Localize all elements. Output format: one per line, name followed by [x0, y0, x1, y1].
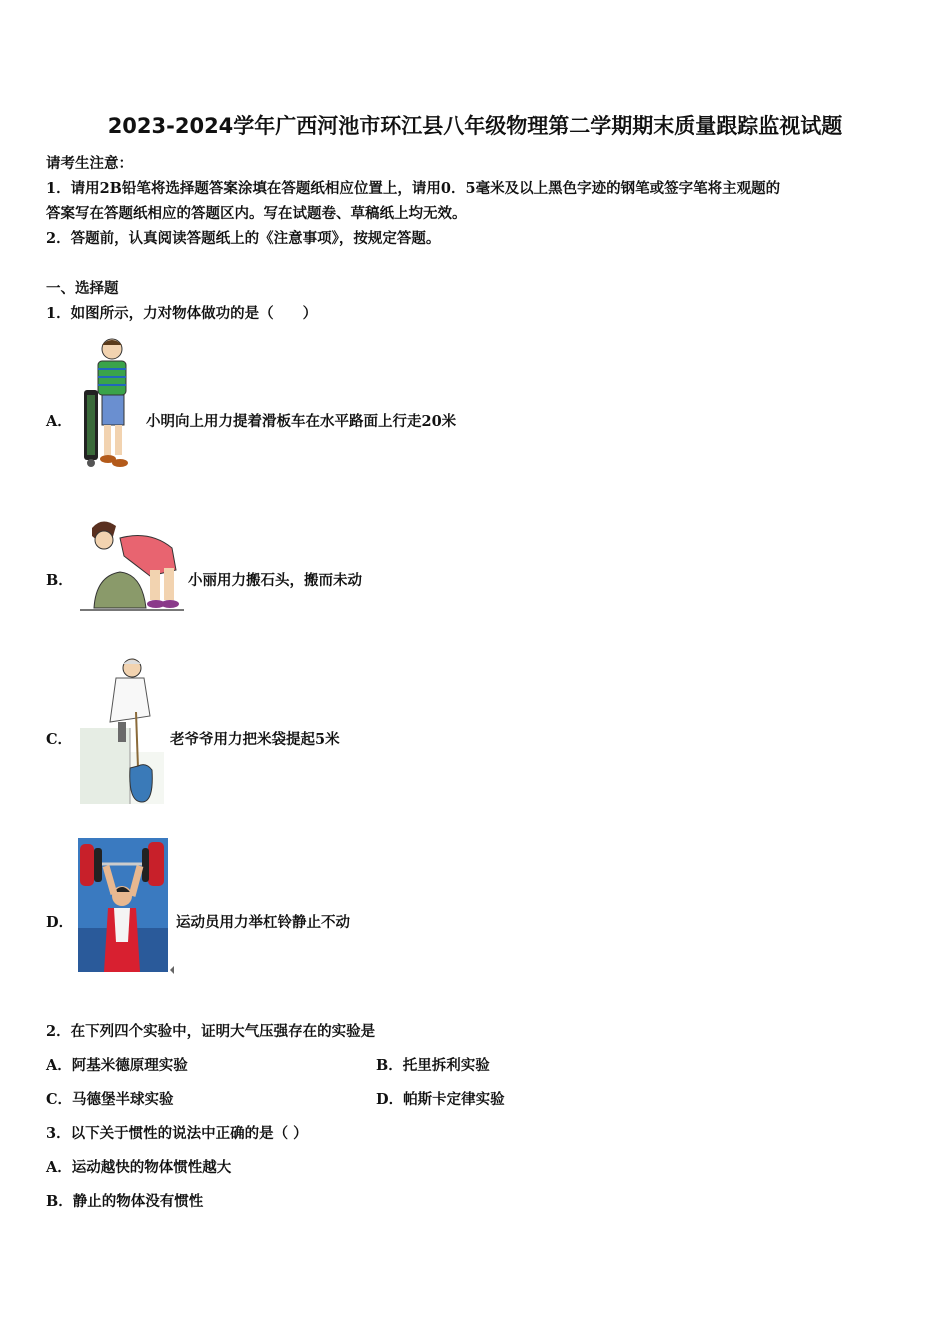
- page-title: 2023-2024学年广西河池市环江县八年级物理第二学期期末质量跟踪监视试题: [107, 114, 843, 138]
- q3-option-a-text: 运动越快的物体惯性越大: [71, 1159, 232, 1176]
- q2-option-b: [376, 1054, 490, 1075]
- q2-option-d-text: 帕斯卡定律实验: [403, 1091, 505, 1108]
- boy-carrying-skateboard-illustration: [78, 335, 142, 475]
- q1-option-c-text: 老爷爷用力把米袋提起5米: [170, 731, 340, 748]
- q3-option-a: [46, 1156, 231, 1177]
- q2-option-d: [376, 1088, 505, 1109]
- q2-option-a: [46, 1054, 188, 1075]
- q2-option-a-letter: A．: [46, 1057, 72, 1074]
- q3-option-b: [46, 1190, 203, 1211]
- girl-pushing-rock-illustration: [80, 518, 184, 614]
- q1-option-d-text: 运动员用力举杠铃静止不动: [176, 914, 350, 931]
- q1-option-c-letter: C．: [46, 731, 73, 748]
- q1-option-a-letter: A．: [46, 413, 72, 430]
- q2-option-d-letter: D．: [376, 1091, 404, 1108]
- notice-heading: 请考生注意：: [46, 155, 133, 172]
- q3-option-a-letter: A．: [46, 1159, 72, 1176]
- q1-stem: 1．如图所示，力对物体做功的是（ ）: [46, 305, 318, 322]
- q2-stem: 2．在下列四个实验中，证明大气压强存在的实验是: [46, 1023, 376, 1040]
- weightlifter-photo: [78, 838, 174, 976]
- q2-option-c: [46, 1088, 174, 1109]
- q2-option-c-letter: C．: [46, 1091, 73, 1108]
- q2-option-b-letter: B．: [376, 1057, 403, 1074]
- q3-option-b-text: 静止的物体没有惯性: [72, 1193, 204, 1210]
- notice-item-2: 2．答题前，认真阅读答题纸上的《注意事项》，按规定答题。: [46, 230, 441, 247]
- q1-option-b-text: 小丽用力搬石头，搬而未动: [188, 572, 362, 589]
- old-man-lifting-rice-bag-illustration: [80, 656, 164, 804]
- q1-option-b-letter: B．: [46, 572, 73, 589]
- q2-option-a-text: 阿基米德原理实验: [71, 1057, 188, 1074]
- q2-option-b-text: 托里拆利实验: [402, 1057, 490, 1074]
- notice-item-1-cont: 答案写在答题纸相应的答题区内。写在试题卷、草稿纸上均无效。: [46, 205, 467, 222]
- q1-option-a-text: 小明向上用力提着滑板车在水平路面上行走20米: [146, 413, 457, 430]
- q3-stem: 3．以下关于惯性的说法中正确的是（ ）: [46, 1125, 308, 1142]
- q1-option-d-letter: D．: [46, 914, 74, 931]
- section-heading: 一、选择题: [46, 280, 119, 297]
- q2-option-c-text: 马德堡半球实验: [72, 1091, 174, 1108]
- notice-item-1: 1．请用2B铅笔将选择题答案涂填在答题纸相应位置上，请用0．5毫米及以上黑色字迹的钢笔或签字笔将主观题的: [46, 180, 781, 197]
- q3-option-b-letter: B．: [46, 1193, 73, 1210]
